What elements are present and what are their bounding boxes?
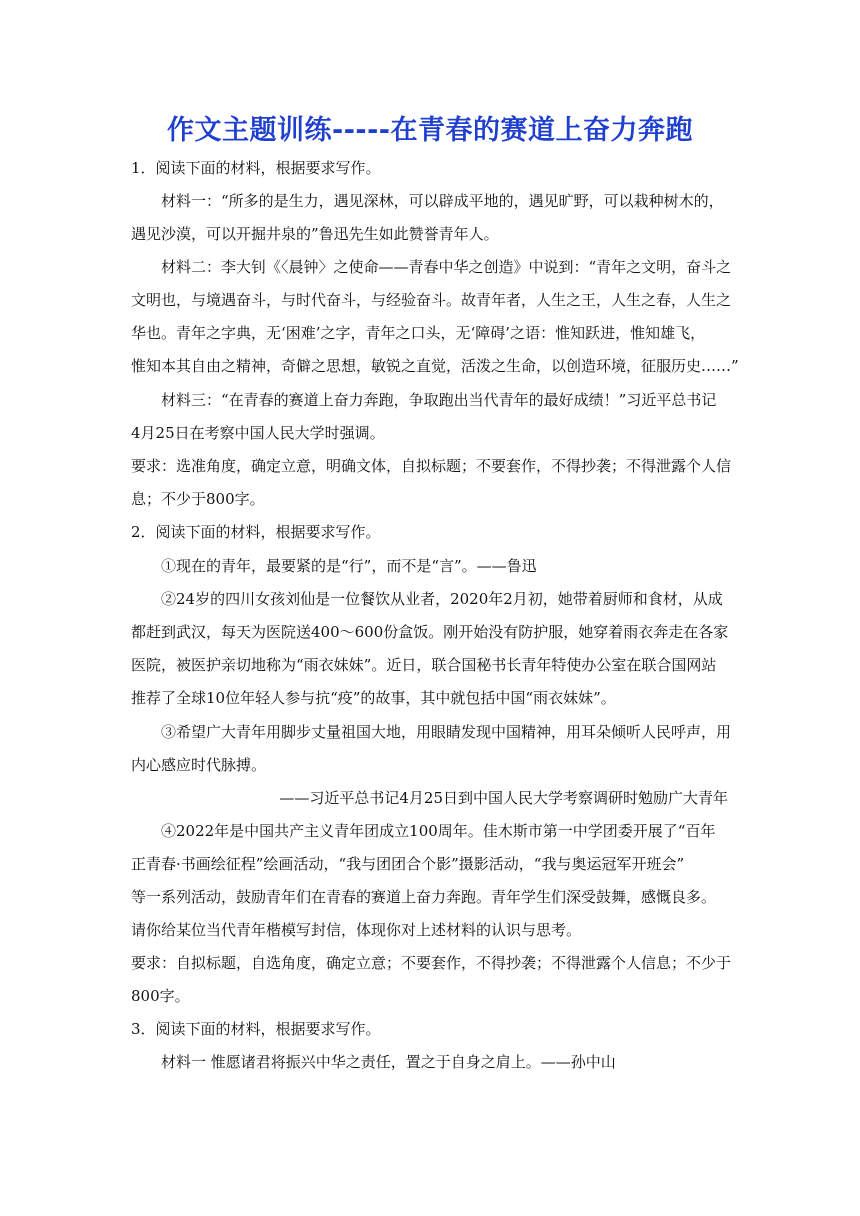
requirement-line: 息；不少于800字。 xyxy=(131,490,265,508)
material-line: 华也。青年之字典，无‘困难’之字，青年之口头，无‘障碍’之语：惟知跃进，惟知雄飞， xyxy=(131,324,706,342)
material-line: 文明也，与境遇奋斗，与时代奋斗，与经验奋斗。故青年者，人生之王，人生之春，人生之 xyxy=(131,291,732,309)
material-line: ②24岁的四川女孩刘仙是一位餐饮从业者，2020年2月初，她带着厨师和食材，从成 xyxy=(161,590,723,608)
material-line: 材料三：“在青春的赛道上奋力奔跑，争取跑出当代青年的最好成绩！”习近平总书记 xyxy=(161,391,717,409)
material-line: 4月25日在考察中国人民大学时强调。 xyxy=(131,424,385,442)
material-line: 医院，被医护亲切地称为“雨衣妹妹”。近日，联合国秘书长青年特使办公室在联合国网站 xyxy=(131,656,717,674)
material-line: ③希望广大青年用脚步丈量祖国大地，用眼睛发现中国精神，用耳朵倾听人民呼声，用 xyxy=(161,723,732,741)
question-2-prompt: 2．阅读下面的材料，根据要求写作。 xyxy=(131,523,381,541)
material-line: 材料一：“所多的是生力，遇见深林，可以辟成平地的，遇见旷野，可以栽种树木的， xyxy=(161,192,724,210)
attribution-line: ——习近平总书记4月25日到中国人民大学考察调研时勉励广大青年 xyxy=(279,789,728,807)
requirement-line: 要求：选准角度，确定立意，明确文体，自拟标题；不要套作，不得抄袭；不得泄露个人信 xyxy=(131,457,732,475)
material-line: 材料二：李大钊《〈晨钟〉之使命——青春中华之创造》中说到：“青年之文明，奋斗之 xyxy=(161,258,732,276)
requirement-line: 800字。 xyxy=(131,987,190,1005)
material-line: 等一系列活动，鼓励青年们在青春的赛道上奋力奔跑。青年学生们深受鼓舞，感慨良多。 xyxy=(131,888,717,906)
task-line: 请你给某位当代青年楷模写封信，体现你对上述材料的认识与思考。 xyxy=(131,921,582,939)
material-line: 惟知本其自由之精神，奇僻之思想，敏锐之直觉，活泼之生命，以创造环境，征服历史……” xyxy=(131,357,739,375)
material-line: 内心感应时代脉搏。 xyxy=(131,756,267,774)
question-3-prompt: 3．阅读下面的材料，根据要求写作。 xyxy=(131,1020,381,1038)
document-title: 作文主题训练-----在青春的赛道上奋力奔跑 xyxy=(166,115,694,146)
material-line: 推荐了全球10位年轻人参与抗“疫”的故事，其中就包括中国“雨衣妹妹”。 xyxy=(131,689,616,707)
material-line: ④2022年是中国共产主义青年团成立100周年。佳木斯市第一中学团委开展了“百年 xyxy=(161,822,716,840)
material-line: ①现在的青年，最要紧的是“行”，而不是“言”。——鲁迅 xyxy=(161,557,537,575)
material-line: 材料一 惟愿诸君将振兴中华之责任，置之于自身之肩上。——孙中山 xyxy=(161,1053,616,1071)
material-line: 都赶到武汉，每天为医院送400～600份盒饭。刚开始没有防护服，她穿着雨衣奔走在各家 xyxy=(131,623,729,641)
material-line: 正青春·书画绘征程”绘画活动，“我与团团合个影”摄影活动，“我与奥运冠军开班会” xyxy=(131,855,685,873)
requirement-line: 要求：自拟标题，自选角度，确定立意；不要套作，不得抄袭；不得泄露个人信息；不少于 xyxy=(131,954,732,972)
question-1-prompt: 1．阅读下面的材料，根据要求写作。 xyxy=(131,159,381,177)
material-line: 遇见沙漠，可以开掘井泉的”鲁迅先生如此赞誉青年人。 xyxy=(131,225,499,243)
